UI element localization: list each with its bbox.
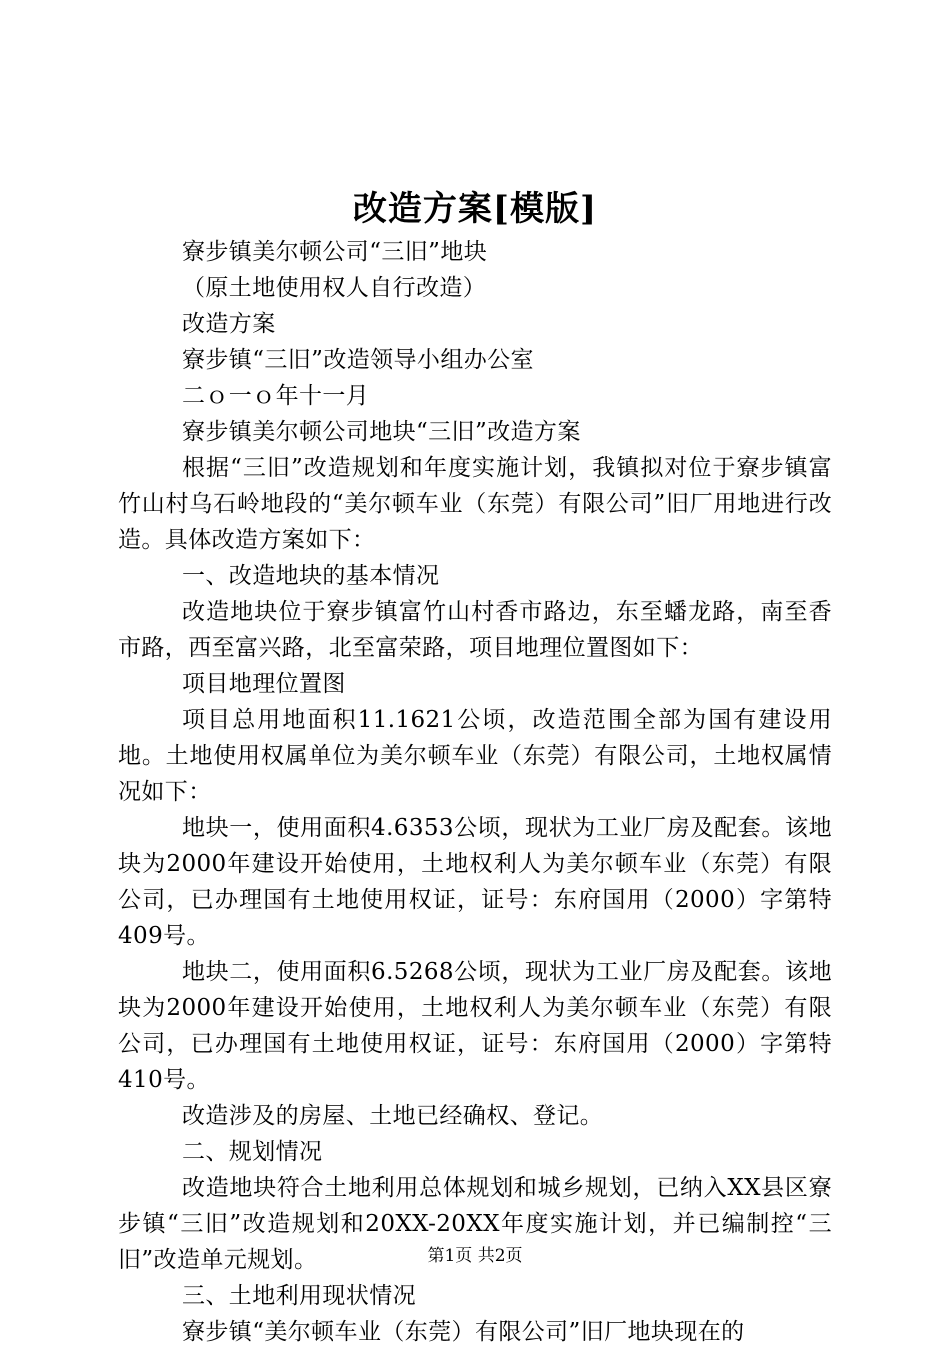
paragraph-4: 寮步镇“三旧”改造领导小组办公室 [182, 347, 534, 373]
page-footer: 第1页 共2页 [427, 1246, 523, 1266]
paragraph-12: 地块一，使用面积4.6353公顷，现状为工业厂房及配套。该地块为2000年建设开始使用，土地权利人为美尔顿车业（东莞）有限公司，已办理国有土地使用权证，证号：东府国用（2000）字第特409号。 [118, 815, 832, 949]
paragraph-6: 寮步镇美尔顿公司地块“三旧”改造方案 [182, 419, 581, 445]
section-heading-1: 一、改造地块的基本情况 [182, 563, 440, 589]
paragraph-16: 改造地块符合土地利用总体规划和城乡规划，已纳入XX县区寮步镇“三旧”改造规划和20XX-20XX年度实施计划，并已编制控“三旧”改造单元规划。 [118, 1175, 832, 1273]
paragraph-18: 寮步镇“美尔顿车业（东莞）有限公司”旧厂地块现在的 [182, 1319, 745, 1345]
paragraph-9: 改造地块位于寮步镇富竹山村香市路边，东至蟠龙路，南至香市路，西至富兴路，北至富荣路，项目地理位置图如下： [118, 599, 832, 661]
paragraph-5: 二ｏ一ｏ年十一月 [182, 383, 370, 409]
paragraph-1: 寮步镇美尔顿公司“三旧”地块 [182, 239, 488, 265]
section-heading-3: 三、土地利用现状情况 [182, 1283, 416, 1309]
document-body [118, 234, 832, 1350]
paragraph-11: 项目总用地面积11.1621公顷，改造范围全部为国有建设用地。土地使用权属单位为美尔顿车业（东莞）有限公司，土地权属情况如下： [118, 707, 832, 805]
paragraph-14: 改造涉及的房屋、土地已经确权、登记。 [182, 1103, 604, 1129]
paragraph-7: 根据“三旧”改造规划和年度实施计划，我镇拟对位于寮步镇富竹山村乌石岭地段的“美尔顿车业（东莞）有限公司”旧厂用地进行改造。具体改造方案如下： [118, 455, 832, 553]
document-title: 改造方案[模版] [352, 189, 598, 229]
paragraph-2: （原土地使用权人自行改造） [182, 275, 487, 301]
paragraph-13: 地块二，使用面积6.5268公顷，现状为工业厂房及配套。该地块为2000年建设开始使用，土地权利人为美尔顿车业（东莞）有限公司，已办理国有土地使用权证，证号：东府国用（2000）字第特410号。 [118, 959, 832, 1093]
paragraph-3: 改造方案 [182, 311, 276, 337]
paragraph-10: 项目地理位置图 [182, 671, 346, 697]
section-heading-2: 二、规划情况 [182, 1139, 323, 1165]
